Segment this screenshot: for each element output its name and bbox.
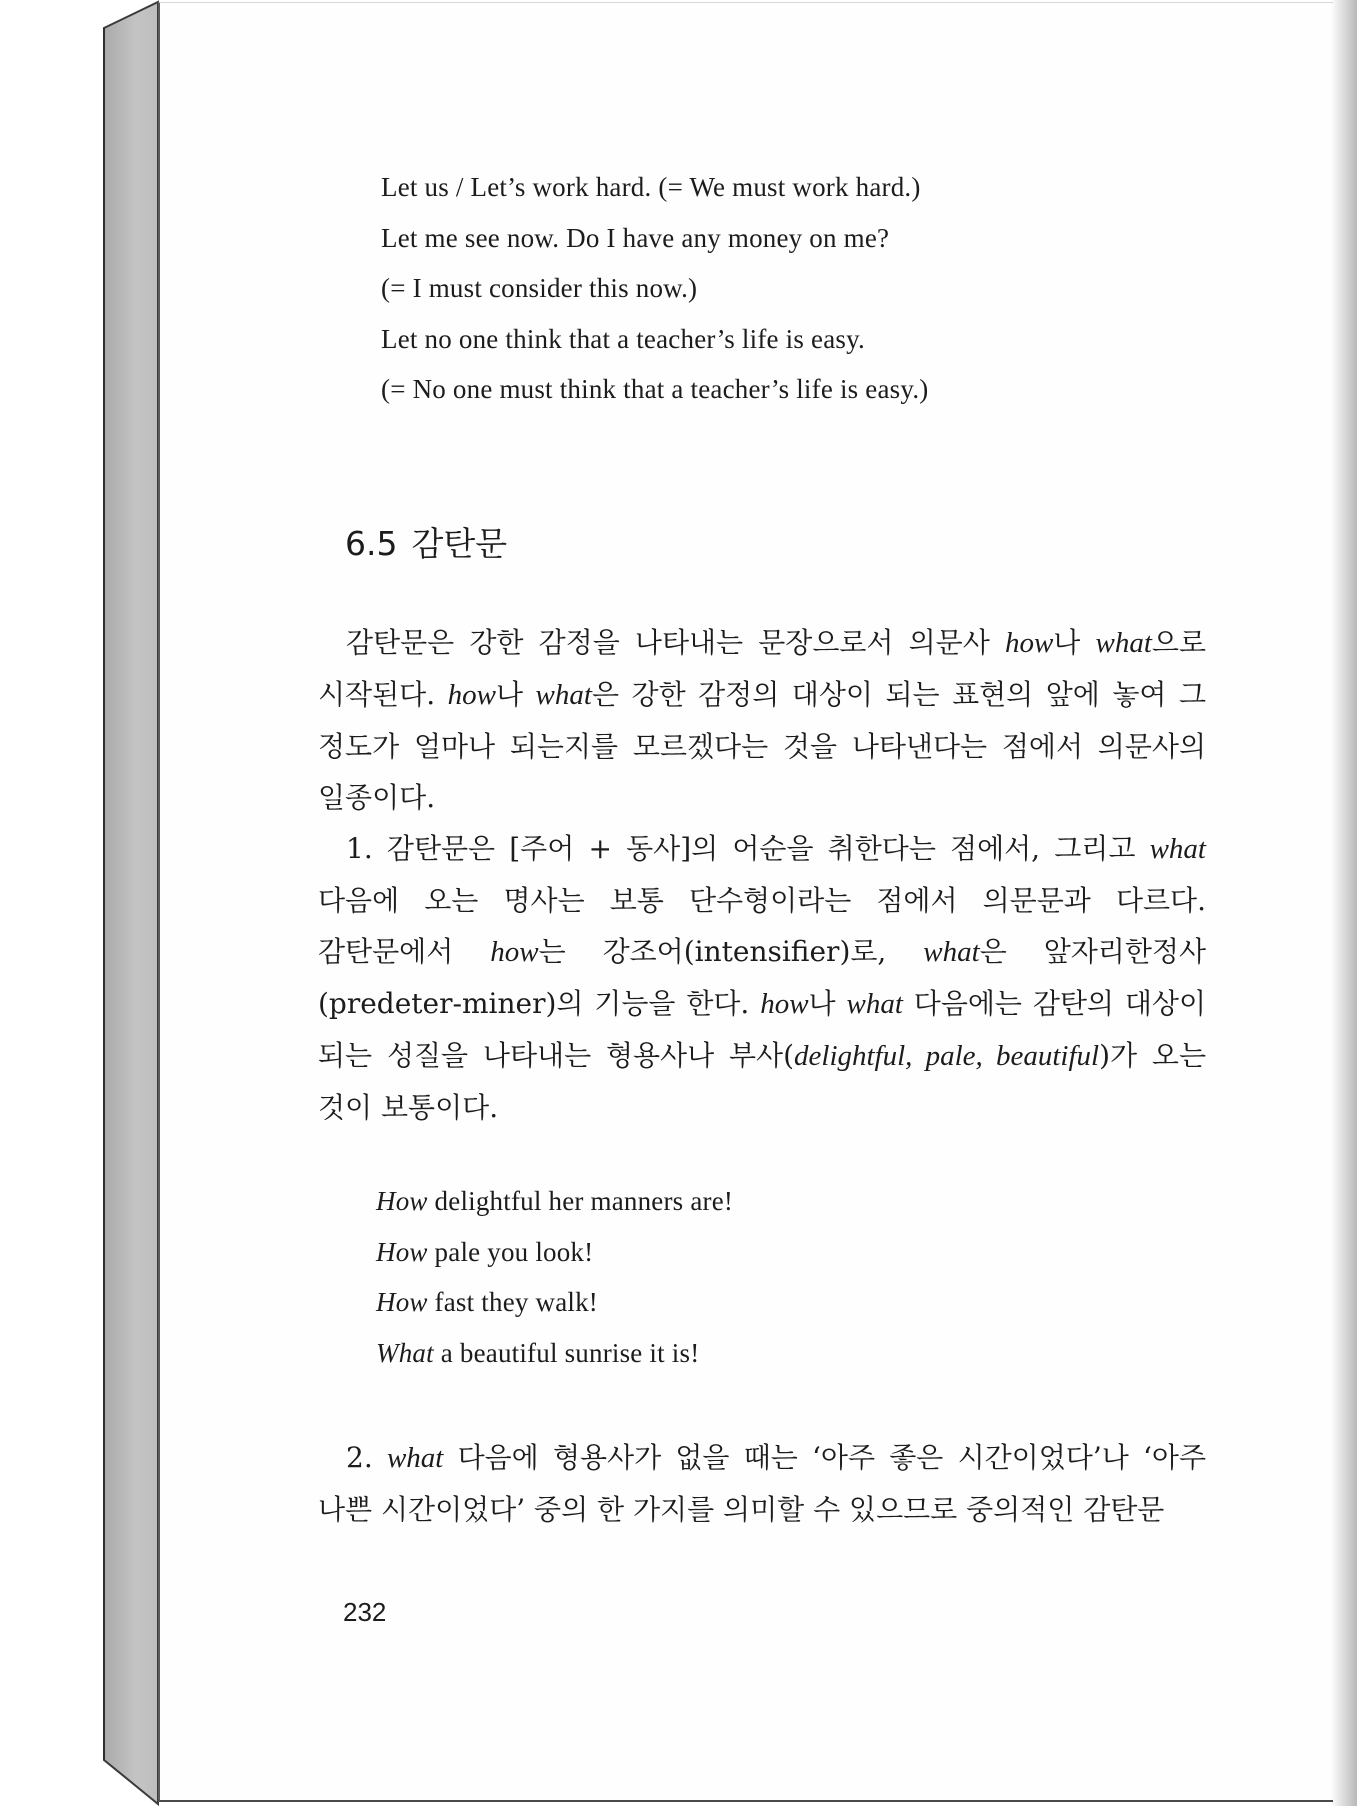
page-number: 232 [343, 1597, 387, 1627]
example-line: How fast they walk! [376, 1287, 599, 1317]
page-edge-shadow [1331, 0, 1357, 1806]
example-line: What a beautiful sunrise it is! [376, 1338, 700, 1368]
book-spine [0, 0, 170, 1806]
example-line: How pale you look! [376, 1237, 594, 1267]
paragraph-point-2: 2. what 다음에 형용사가 없을 때는 ‘아주 좋은 시간이었다’나 ‘아주 나쁜 시간이었다’ 중의 한 가지를 의미할 수 있으므로 중의적인 감탄문 [318, 1441, 1206, 1526]
section-title: 감탄문 [411, 524, 508, 563]
example-line: (= I must consider this now.) [381, 273, 698, 303]
example-line: (= No one must think that a teacher’s life is easy.) [381, 374, 929, 404]
paragraph-point-1: 1. 감탄문은 [주어 + 동사]의 어순을 취한다는 점에서, 그리고 what 다음에 오는 명사는 보통 단수형이라는 점에서 의문문과 다르다. 감탄문에서 how는 강조어(intensifier)로, what은 앞자리한정사(predeter-miner)의 기능을 한다. how나 what 다음에는 감탄의 대상이 되는 성질을 나타내는 형용사나 부사(delightful, pale, beautiful)가 오는 것이 보통이다. [318, 832, 1207, 1124]
section-heading [345, 522, 507, 566]
body-text [318, 1432, 1206, 1535]
section-number: 6.5 [345, 524, 398, 563]
body-text [318, 617, 1206, 1133]
paragraph-intro: 감탄문은 강한 감정을 나타내는 문장으로서 의문사 how나 what으로 시작된다. how나 what은 강한 감정의 대상이 되는 표현의 앞에 놓여 그 정도가 얼마나 되는지를 모르겠다는 것을 나타낸다는 점에서 의문사의 일종이다. [318, 626, 1207, 814]
example-line: Let no one think that a teacher’s life is easy. [381, 324, 865, 354]
example-line: How delightful her manners are! [376, 1186, 734, 1216]
example-line: Let us / Let’s work hard. (= We must work hard.) [381, 172, 921, 202]
example-line: Let me see now. Do I have any money on me? [381, 223, 890, 253]
